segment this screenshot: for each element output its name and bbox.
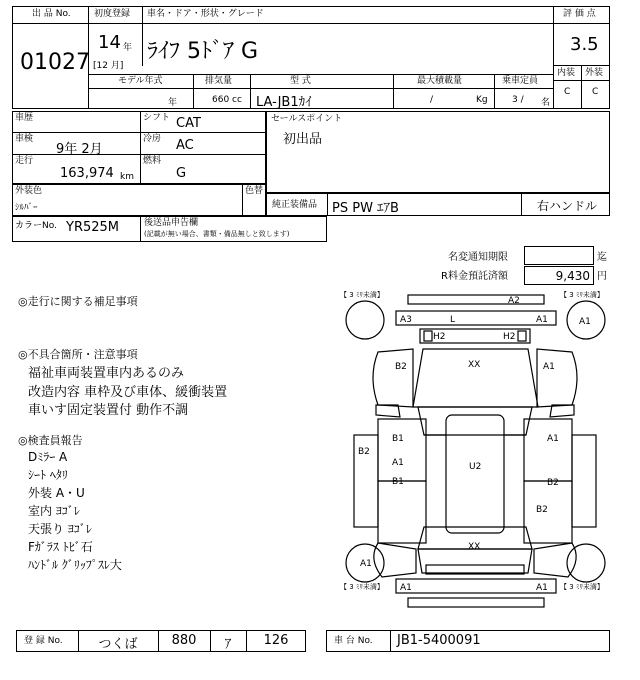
inspector-title: ◎検査員報告 [18, 434, 83, 447]
inspector-line: Dﾐﾗｰ A [28, 450, 68, 464]
wheel-front-left [346, 301, 384, 339]
exterior-grade: C [592, 87, 599, 97]
damage-mark: L [450, 315, 456, 325]
damage-mark: A1 [543, 362, 555, 372]
name-change-box [524, 246, 594, 265]
sales-point-label: セールスポイント [271, 114, 343, 124]
registration-class: 880 [171, 633, 197, 648]
damage-mark: A1 [392, 458, 404, 468]
inspector-line: 天張り ﾖｺﾞﾚ [28, 522, 92, 536]
model-year-label: モデル年式 [118, 76, 163, 86]
damage-mark: A1 [547, 434, 559, 444]
tread-depth-rear-right: 【 3 ﾐﾘ未満】 [560, 583, 604, 591]
chassis-label: 車 台 No. [334, 636, 373, 646]
exterior-grade-label: 外装 [585, 68, 604, 78]
history-label: 車歴 [15, 113, 34, 123]
lot-number: 01027 [20, 50, 90, 75]
damage-mark: B1 [392, 477, 404, 487]
color-value: ｼﾙﾊﾞｰ [15, 203, 38, 213]
first-reg-label: 初度登録 [94, 9, 131, 19]
rear-bumper [396, 579, 556, 593]
max-load-unit: Kg [476, 95, 488, 105]
damage-mark: A1 [536, 583, 548, 593]
interior-grade-label: 内装 [557, 68, 576, 78]
hood [413, 349, 538, 407]
roof [446, 415, 504, 533]
tread-depth-front-left: 【 3 ﾐﾘ未満】 [340, 291, 384, 299]
damage-mark: B2 [358, 447, 370, 457]
aftermarket-label: 後送品申告欄 [144, 218, 199, 228]
driving-notes-title: ◎走行に関する補足事項 [18, 295, 138, 308]
lot-label: 出 品 No. [32, 9, 71, 19]
damage-mark: A1 [360, 559, 372, 569]
color-no-label: カラーNo. [15, 221, 57, 231]
fuel-label: 燃料 [143, 156, 162, 166]
capacity-unit: 名 [541, 98, 551, 108]
color-change-label: 色替 [245, 186, 264, 196]
front-bumper [396, 311, 556, 325]
windshield [418, 407, 532, 435]
max-load-label: 最大積載量 [417, 76, 463, 86]
vehicle-name-label: 車名・ドア・形状・グレード [147, 9, 264, 19]
wheel-rear-right [567, 544, 605, 582]
door-left-front [378, 419, 426, 481]
mileage-unit: km [120, 172, 134, 182]
front-fender-right [537, 349, 577, 407]
damage-mark: XX [468, 360, 481, 370]
capacity-label: 乗車定員 [502, 76, 539, 86]
ac-label: 冷房 [143, 134, 162, 144]
model-year-unit: 年 [168, 98, 178, 108]
side-sill-right [572, 435, 596, 527]
registration-area: つくば [98, 637, 138, 652]
tailgate [418, 549, 532, 573]
shift-value: CAT [176, 116, 201, 131]
damage-mark: A1 [536, 315, 548, 325]
color-frame [12, 184, 266, 216]
front-fender-left [373, 349, 413, 407]
door-right-rear [524, 481, 572, 543]
mileage-label: 走行 [15, 156, 34, 166]
damage-mark: B2 [395, 362, 407, 372]
ac-value: AC [176, 138, 194, 153]
vehicle-damage-diagram [338, 287, 612, 619]
damage-mark: U2 [469, 462, 482, 472]
inspection-label: 車検 [15, 134, 34, 144]
first-reg-month: [12 月] [93, 61, 124, 71]
registration-kana: ｱ [224, 637, 232, 652]
defect-line: 福祉車両装置車内あるのみ [28, 366, 185, 381]
first-reg-year: 14 [98, 32, 121, 53]
inspector-line: ｼｰﾄ ﾍﾀﾘ [28, 468, 68, 482]
aftermarket-note: (記載が無い場合、書類・備品無しと致します) [144, 230, 290, 238]
handle-position: 右ハンドル [537, 199, 598, 213]
inspector-line: 室内 ﾖｺﾞﾚ [28, 504, 80, 518]
interior-grade: C [564, 87, 571, 97]
score-label: 評 価 点 [563, 9, 596, 19]
damage-mark: B2 [547, 478, 559, 488]
registration-label: 登 録 No. [24, 636, 63, 646]
model-code: LA-JB1ｶｲ [256, 95, 312, 110]
max-load-value: / [430, 95, 434, 105]
damage-mark: XX [468, 542, 481, 552]
recycle-label: R料金預託済額 [441, 271, 508, 282]
details-frame [12, 111, 266, 184]
damage-mark: H2 [503, 332, 516, 342]
defect-line: 車いす固定装置付 動作不調 [28, 403, 189, 418]
tread-depth-front-right: 【 3 ﾐﾘ未満】 [560, 291, 604, 299]
first-reg-year-unit: 年 [123, 43, 133, 53]
capacity-value: 3 / [512, 95, 524, 105]
color-label: 外装色 [15, 186, 43, 196]
sales-point-value: 初出品 [283, 132, 323, 147]
rear-bumper-bottom [408, 598, 544, 607]
defect-title: ◎不具合箇所・注意事項 [18, 348, 138, 361]
color-no-value: YR525M [66, 220, 120, 235]
equipment-value: PS PW ｴｱB [332, 201, 399, 216]
recycle-unit: 円 [597, 271, 607, 282]
damage-mark: A1 [400, 583, 412, 593]
damage-mark: B1 [392, 434, 404, 444]
defect-line: 改造内容 車枠及び車体、緩衝装置 [28, 385, 228, 400]
inspector-line: 外装 A・U [28, 486, 85, 500]
model-code-label: 型 式 [290, 76, 311, 86]
registration-number: 126 [263, 633, 289, 648]
equipment-label: 純正装備品 [272, 200, 318, 210]
recycle-value: 9,430 [555, 269, 590, 283]
rear-quarter-left [374, 543, 416, 577]
damage-mark: A1 [579, 317, 591, 327]
front-bumper-top [408, 295, 544, 304]
mileage-value: 163,974 [60, 166, 114, 181]
damage-mark: A3 [400, 315, 412, 325]
door-left-rear [378, 481, 426, 543]
shift-label: シフト [143, 113, 171, 123]
inspection-value: 9年 2月 [56, 142, 103, 157]
damage-mark: H2 [433, 332, 446, 342]
vehicle-name: ﾗｲﾌ 5ﾄﾞｱ G [147, 39, 259, 64]
door-right-front [524, 419, 572, 481]
damage-mark: B2 [536, 505, 548, 515]
damage-mark: A2 [508, 296, 520, 306]
displacement-value: 660 cc [212, 95, 242, 105]
chassis-number: JB1-5400091 [397, 633, 481, 648]
score-value: 3.5 [570, 34, 599, 55]
fuel-value: G [176, 166, 187, 181]
tread-depth-rear-left: 【 3 ﾐﾘ未満】 [340, 583, 384, 591]
inspector-line: Fｶﾞﾗｽ ﾄﾋﾞ石 [28, 540, 93, 554]
inspector-line: ﾊﾝﾄﾞﾙ ｸﾞﾘｯﾌﾟｽﾚ大 [28, 558, 122, 572]
name-change-label: 名変通知期限 [448, 252, 508, 263]
name-change-unit: 迄 [597, 252, 607, 263]
displacement-label: 排気量 [205, 76, 233, 86]
